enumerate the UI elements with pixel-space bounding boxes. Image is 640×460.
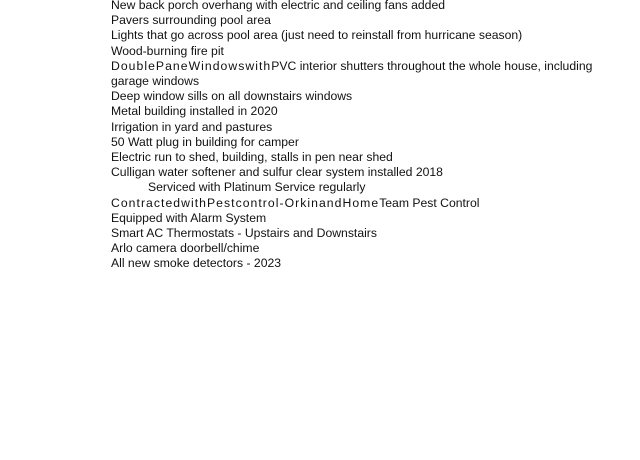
list-item: New back porch overhang with electric and ceiling fans added: [111, 0, 445, 12]
list-item-text: PVC interior shutters throughout the whole house, including garage windows: [111, 58, 593, 89]
list-item: [111, 59, 611, 89]
list-item: Pavers surrounding pool area: [111, 13, 271, 28]
list-item-spaced-text: DoublePaneWindowswith: [111, 58, 272, 73]
feature-list: [111, 0, 611, 272]
list-item: [111, 196, 611, 211]
list-item: All new smoke detectors - 2023: [111, 256, 282, 271]
list-item-text: Team Pest Control: [379, 195, 480, 210]
list-item: Deep window sills on all downstairs windows: [111, 89, 353, 104]
list-item: Equipped with Alarm System: [111, 210, 267, 225]
list-item: 50 Watt plug in building for camper: [111, 134, 299, 149]
list-item: Irrigation in yard and pastures: [111, 119, 273, 134]
list-item: Culligan water softener and sulfur clear system installed 2018: [111, 165, 443, 180]
list-item-spaced-text: ContractedwithPestcontrol-OrkinandHome: [111, 195, 380, 210]
list-item: Wood-burning fire pit: [111, 43, 224, 58]
list-item: Lights that go across pool area (just need to reinstall from hurricane season): [111, 28, 523, 43]
list-item: Serviced with Platinum Service regularly: [148, 180, 366, 195]
list-item: Metal building installed in 2020: [111, 104, 278, 119]
list-item: Electric run to shed, building, stalls in pen near shed: [111, 150, 393, 165]
list-item: Smart AC Thermostats - Upstairs and Downstairs: [111, 226, 377, 241]
list-item: Arlo camera doorbell/chime: [111, 241, 260, 256]
